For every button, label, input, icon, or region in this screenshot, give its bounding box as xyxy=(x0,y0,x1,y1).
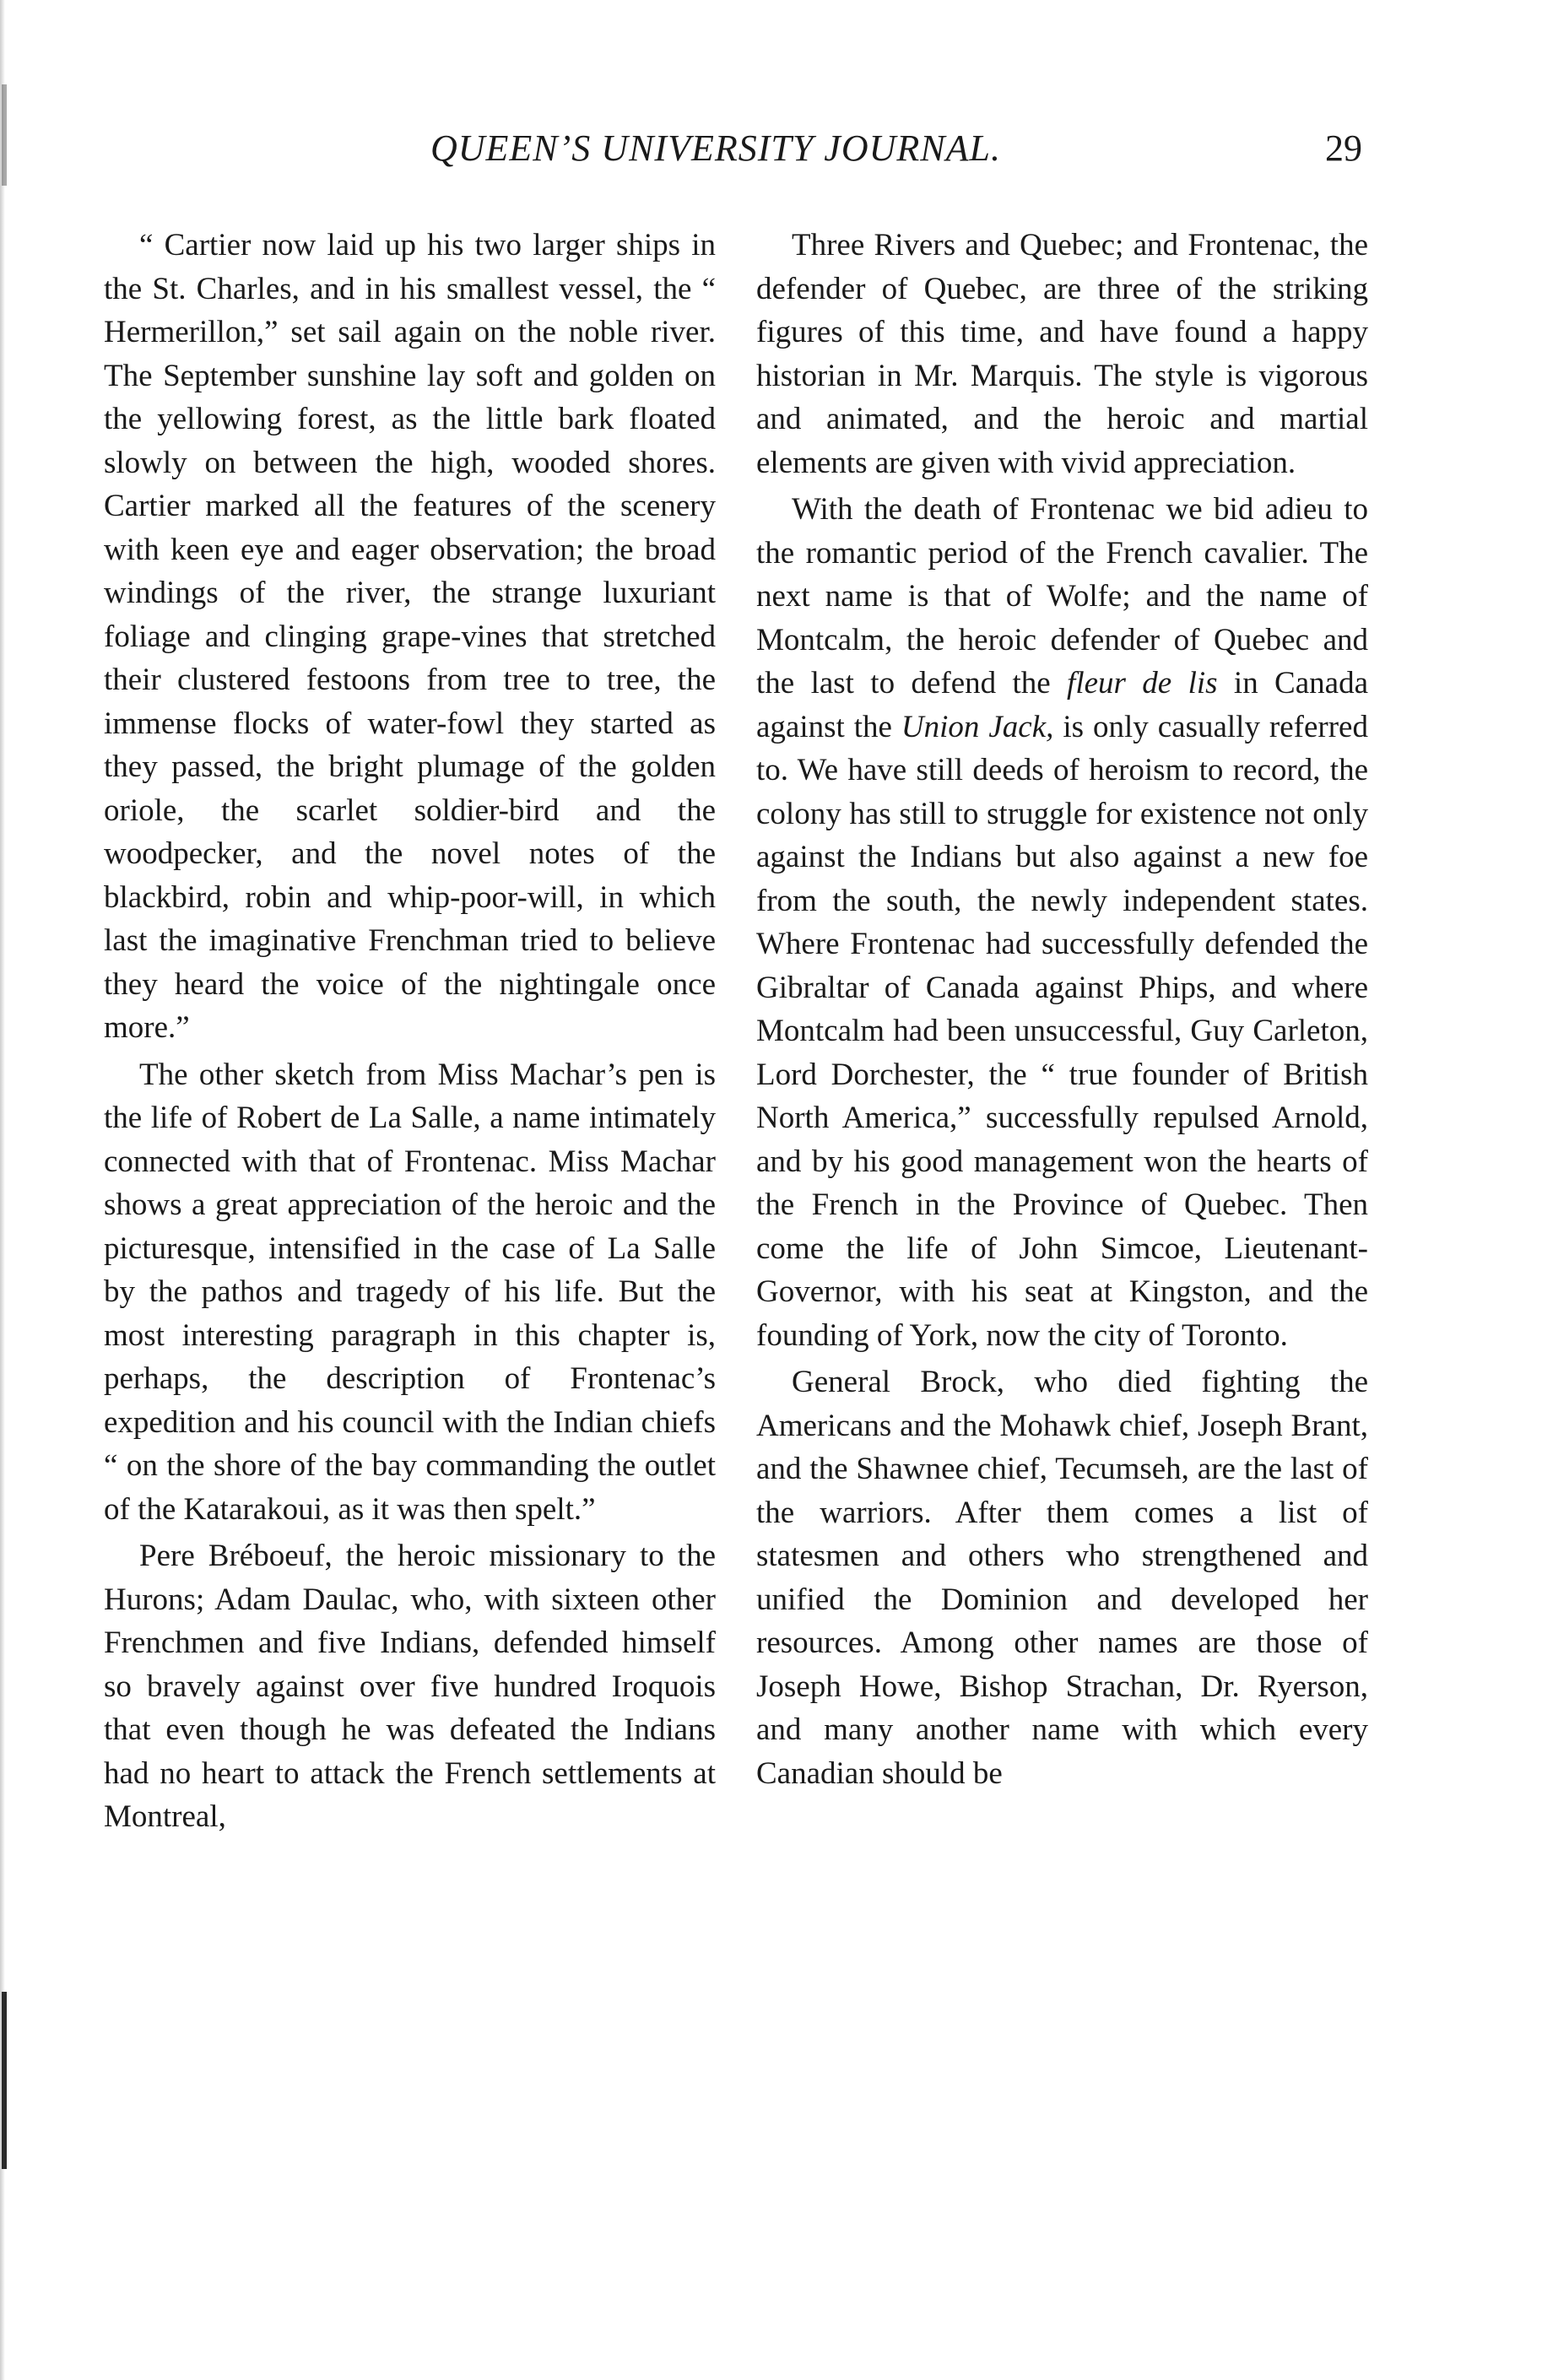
paragraph xyxy=(756,224,1368,484)
running-header xyxy=(101,127,1367,186)
paragraph-text: is only casually referred to. We have still deeds of heroism to record, the colony has still to struggle for existence not only against the Indians but also against a new foe from the south, the newly independent states. Where Frontenac had successfully defended the Gibraltar of Canada against Phips, and where Montcalm had been unsuccessful, Guy Carleton, Lord Dorchester, the “ true founder of British North America,” successfully repulsed Arnold, and by his good management won the hearts of the French in the Province of Quebec. Then come the life of John Simcoe, Lieutenant-Governor, with his seat at Kingston, and the founding of York, now the city of Toronto. xyxy=(756,709,1368,1353)
journal-title: QUEEN’S UNIVERSITY JOURNAL. xyxy=(430,127,1001,169)
page-number: 29 xyxy=(1325,127,1362,169)
binding-mark xyxy=(2,1992,7,2169)
paragraph: The other sketch from Miss Machar’s pen is the life of Robert de La Salle, a name intimately connected with that of Frontenac. Miss Machar shows a great appreciation of the heroic and the picturesque, intensified in the case of La Salle by the pathos and tragedy of his life. But the most interesting paragraph in this chapter is, perhaps, the description of Frontenac’s expedition and his council with the Indian chiefs “ on the shore of the bay commanding the outlet of the Katarakoui, as it was then spelt.” xyxy=(104,1057,716,1527)
paragraph-text: Three Rivers and Quebec; and Frontenac, the defender of Quebec, are three of the striking figures of this time, and have found a happy historian in Mr. Marquis. The style is vigorous and animated, and the heroic and martial elements are given with vivid appreciation. xyxy=(756,228,1368,480)
paragraph xyxy=(756,1360,1368,1795)
paragraph-text: in Canada against the xyxy=(756,666,1368,744)
paragraph: “ Cartier now laid up his two larger ships in the St. Charles, and in his smallest vessel, the “ Hermerillon,” set sail again on the noble river. The September sunshine lay soft and golden on the yellowing forest, as the little bark floated slowly on between the high, wooded shores. Cartier marked all the features of the scenery with keen eye and eager observation; the broad windings of the river, the strange luxuriant foliage and clinging grape-vines that stretched their clustered festoons from tree to tree, the immense flocks of water-fowl they started as they passed, the bright plumage of the golden oriole, the scarlet soldier-bird and the woodpecker, and the novel notes of the blackbird, robin and whip-poor-will, in which last the imaginative Frenchman tried to believe they heard the voice of the nightingale once more.” xyxy=(104,228,716,1045)
paragraph xyxy=(756,488,1368,1357)
paragraph-text: With the death of Frontenac we bid adieu to the romantic period of the French cavalier. The next name is that of Wolfe; and the name of Montcalm, the heroic defender of Quebec and the last to defend the xyxy=(756,492,1368,700)
right-column xyxy=(756,224,1368,1799)
left-column xyxy=(104,224,716,1842)
paragraph: Pere Bréboeuf, the heroic missionary to the Hurons; Adam Daulac, who, with sixteen other Frenchmen and five Indians, defended himself so bravely against over five hundred Iroquois that even though he was defeated the Indians had no heart to attack the French settlements at Montreal, xyxy=(104,1539,716,1834)
italic-phrase-fleur-de-lis: fleur de lis xyxy=(1067,666,1218,700)
italic-phrase-union-jack: Union Jack, xyxy=(901,709,1054,744)
paragraph-text: General Brock, who died fighting the Americans and the Mohawk chief, Joseph Brant, and the Shawnee chief, Tecumseh, are the last of the warriors. After them comes a list of statesmen and others who strengthened and unified the Dominion and developed her resources. Among other names are those of Joseph Howe, Bishop Strachan, Dr. Ryerson, and many another name with which every Canadian should be xyxy=(756,1365,1368,1791)
binding-mark xyxy=(2,84,7,186)
